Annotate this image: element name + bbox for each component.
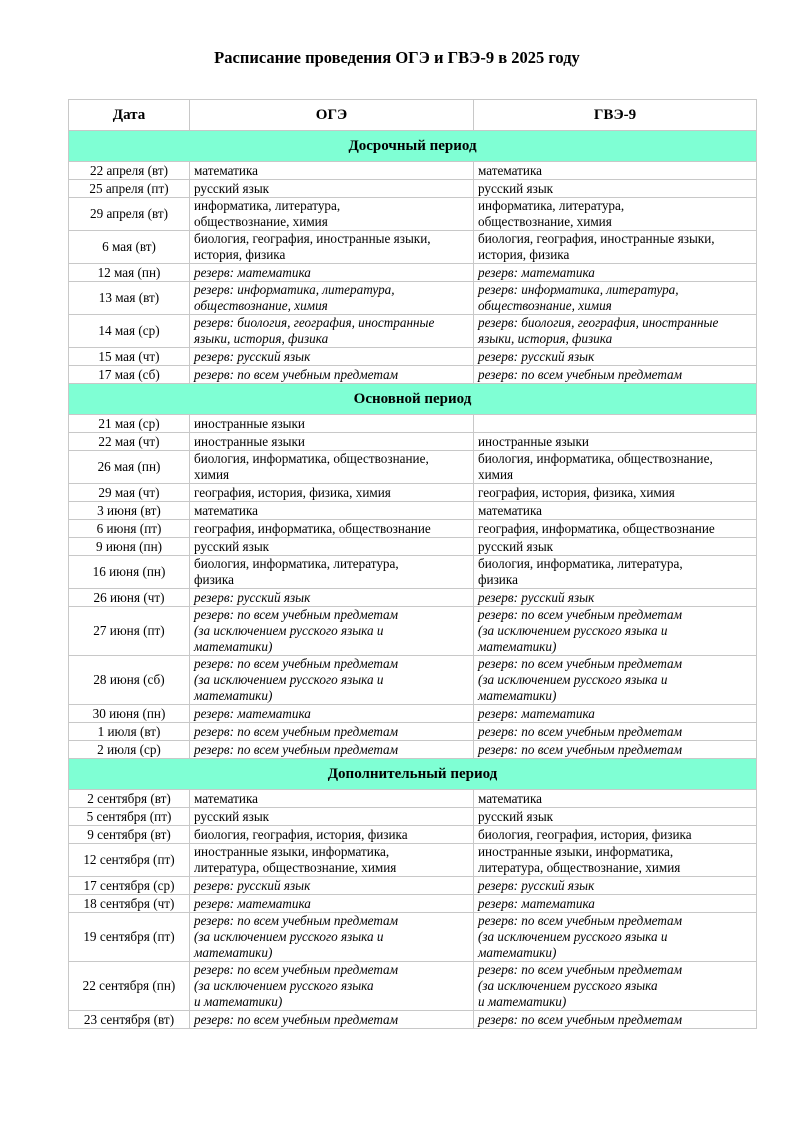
gve-cell: география, история, физика, химия bbox=[474, 484, 757, 502]
oge-cell: резерв: по всем учебным предметам bbox=[190, 1011, 474, 1029]
table-row bbox=[69, 607, 757, 656]
oge-cell: резерв: по всем учебным предметам bbox=[190, 366, 474, 384]
date-cell: 1 июля (вт) bbox=[69, 723, 190, 741]
date-cell: 2 сентября (вт) bbox=[69, 790, 190, 808]
table-row bbox=[69, 348, 757, 366]
oge-cell: резерв: по всем учебным предметам bbox=[190, 741, 474, 759]
gve-cell: резерв: русский язык bbox=[474, 877, 757, 895]
section-header-row bbox=[69, 759, 757, 790]
oge-cell: резерв: математика bbox=[190, 264, 474, 282]
date-cell: 27 июня (пт) bbox=[69, 607, 190, 656]
oge-cell: резерв: математика bbox=[190, 705, 474, 723]
date-cell: 14 мая (ср) bbox=[69, 315, 190, 348]
oge-cell: иностранные языки, информатика, литература, обществознание, химия bbox=[190, 844, 474, 877]
date-cell: 23 сентября (вт) bbox=[69, 1011, 190, 1029]
gve-cell: биология, информатика, литература, физика bbox=[474, 556, 757, 589]
date-cell: 3 июня (вт) bbox=[69, 502, 190, 520]
date-cell: 9 июня (пн) bbox=[69, 538, 190, 556]
table-row bbox=[69, 451, 757, 484]
oge-cell: резерв: математика bbox=[190, 895, 474, 913]
gve-cell: русский язык bbox=[474, 538, 757, 556]
date-cell: 29 апреля (вт) bbox=[69, 198, 190, 231]
table-row bbox=[69, 520, 757, 538]
date-cell: 29 мая (чт) bbox=[69, 484, 190, 502]
oge-cell: математика bbox=[190, 790, 474, 808]
oge-cell: резерв: биология, география, иностранные языки, история, физика bbox=[190, 315, 474, 348]
table-row bbox=[69, 790, 757, 808]
date-cell: 16 июня (пн) bbox=[69, 556, 190, 589]
gve-cell: резерв: по всем учебным предметам bbox=[474, 1011, 757, 1029]
gve-cell: резерв: по всем учебным предметам (за исключением русского языка и математики) bbox=[474, 656, 757, 705]
table-row bbox=[69, 844, 757, 877]
section-header-row bbox=[69, 131, 757, 162]
date-cell: 5 сентября (пт) bbox=[69, 808, 190, 826]
gve-cell: резерв: математика bbox=[474, 895, 757, 913]
gve-cell: резерв: по всем учебным предметам bbox=[474, 741, 757, 759]
gve-cell: русский язык bbox=[474, 808, 757, 826]
date-cell: 21 мая (ср) bbox=[69, 415, 190, 433]
oge-cell: резерв: по всем учебным предметам (за исключением русского языка и математики) bbox=[190, 913, 474, 962]
date-cell: 9 сентября (вт) bbox=[69, 826, 190, 844]
gve-cell: математика bbox=[474, 162, 757, 180]
table-row bbox=[69, 589, 757, 607]
date-cell: 26 мая (пн) bbox=[69, 451, 190, 484]
gve-cell: резерв: по всем учебным предметам (за исключением русского языка и математики) bbox=[474, 913, 757, 962]
schedule-table bbox=[68, 99, 757, 1029]
table-row bbox=[69, 913, 757, 962]
date-cell: 12 сентября (пт) bbox=[69, 844, 190, 877]
date-cell: 2 июля (ср) bbox=[69, 741, 190, 759]
date-cell: 25 апреля (пт) bbox=[69, 180, 190, 198]
gve-cell: резерв: по всем учебным предметам bbox=[474, 366, 757, 384]
table-row bbox=[69, 962, 757, 1011]
table-row bbox=[69, 877, 757, 895]
oge-cell: география, история, физика, химия bbox=[190, 484, 474, 502]
table-row bbox=[69, 162, 757, 180]
oge-cell: биология, информатика, литература, физика bbox=[190, 556, 474, 589]
table-row bbox=[69, 556, 757, 589]
table-row bbox=[69, 741, 757, 759]
oge-cell: русский язык bbox=[190, 808, 474, 826]
section-title: Дополнительный период bbox=[69, 759, 757, 790]
date-cell: 12 мая (пн) bbox=[69, 264, 190, 282]
oge-cell: биология, география, иностранные языки, история, физика bbox=[190, 231, 474, 264]
oge-cell: математика bbox=[190, 502, 474, 520]
oge-cell: иностранные языки bbox=[190, 415, 474, 433]
oge-cell: резерв: русский язык bbox=[190, 348, 474, 366]
oge-cell: математика bbox=[190, 162, 474, 180]
oge-cell: биология, информатика, обществознание, химия bbox=[190, 451, 474, 484]
gve-cell: резерв: русский язык bbox=[474, 348, 757, 366]
table-row bbox=[69, 502, 757, 520]
table-row bbox=[69, 538, 757, 556]
table-row bbox=[69, 198, 757, 231]
oge-cell: резерв: русский язык bbox=[190, 589, 474, 607]
gve-cell: русский язык bbox=[474, 180, 757, 198]
gve-cell: резерв: биология, география, иностранные языки, история, физика bbox=[474, 315, 757, 348]
gve-cell: резерв: по всем учебным предметам bbox=[474, 723, 757, 741]
date-cell: 30 июня (пн) bbox=[69, 705, 190, 723]
oge-cell: резерв: по всем учебным предметам (за исключением русского языка и математики) bbox=[190, 962, 474, 1011]
date-cell: 17 сентября (ср) bbox=[69, 877, 190, 895]
gve-cell: иностранные языки bbox=[474, 433, 757, 451]
gve-cell: резерв: русский язык bbox=[474, 589, 757, 607]
table-row bbox=[69, 282, 757, 315]
gve-cell: информатика, литература, обществознание, химия bbox=[474, 198, 757, 231]
date-cell: 22 мая (чт) bbox=[69, 433, 190, 451]
date-cell: 22 апреля (вт) bbox=[69, 162, 190, 180]
table-row bbox=[69, 808, 757, 826]
oge-cell: резерв: по всем учебным предметам (за исключением русского языка и математики) bbox=[190, 656, 474, 705]
gve-cell: биология, география, история, физика bbox=[474, 826, 757, 844]
table-row bbox=[69, 484, 757, 502]
gve-cell bbox=[474, 415, 757, 433]
oge-cell: иностранные языки bbox=[190, 433, 474, 451]
table-row bbox=[69, 895, 757, 913]
gve-cell: резерв: математика bbox=[474, 264, 757, 282]
oge-cell: резерв: по всем учебным предметам (за исключением русского языка и математики) bbox=[190, 607, 474, 656]
date-cell: 17 мая (сб) bbox=[69, 366, 190, 384]
gve-cell: биология, география, иностранные языки, история, физика bbox=[474, 231, 757, 264]
schedule-body bbox=[69, 131, 757, 1029]
section-title: Основной период bbox=[69, 384, 757, 415]
gve-cell: география, информатика, обществознание bbox=[474, 520, 757, 538]
date-cell: 6 июня (пт) bbox=[69, 520, 190, 538]
oge-cell: русский язык bbox=[190, 538, 474, 556]
oge-cell: резерв: информатика, литература, обществознание, химия bbox=[190, 282, 474, 315]
oge-cell: география, информатика, обществознание bbox=[190, 520, 474, 538]
oge-cell: биология, география, история, физика bbox=[190, 826, 474, 844]
section-title: Досрочный период bbox=[69, 131, 757, 162]
table-row bbox=[69, 366, 757, 384]
header-oge: ОГЭ bbox=[190, 100, 474, 131]
date-cell: 18 сентября (чт) bbox=[69, 895, 190, 913]
gve-cell: резерв: по всем учебным предметам (за исключением русского языка и математики) bbox=[474, 607, 757, 656]
date-cell: 15 мая (чт) bbox=[69, 348, 190, 366]
table-row bbox=[69, 180, 757, 198]
table-row bbox=[69, 723, 757, 741]
oge-cell: резерв: по всем учебным предметам bbox=[190, 723, 474, 741]
gve-cell: математика bbox=[474, 502, 757, 520]
header-gve: ГВЭ-9 bbox=[474, 100, 757, 131]
gve-cell: биология, информатика, обществознание, химия bbox=[474, 451, 757, 484]
date-cell: 28 июня (сб) bbox=[69, 656, 190, 705]
date-cell: 13 мая (вт) bbox=[69, 282, 190, 315]
oge-cell: информатика, литература, обществознание, химия bbox=[190, 198, 474, 231]
header-date: Дата bbox=[69, 100, 190, 131]
table-row bbox=[69, 826, 757, 844]
table-row bbox=[69, 415, 757, 433]
gve-cell: резерв: математика bbox=[474, 705, 757, 723]
date-cell: 6 мая (вт) bbox=[69, 231, 190, 264]
gve-cell: иностранные языки, информатика, литература, обществознание, химия bbox=[474, 844, 757, 877]
oge-cell: русский язык bbox=[190, 180, 474, 198]
table-row bbox=[69, 656, 757, 705]
table-row bbox=[69, 705, 757, 723]
page-title: Расписание проведения ОГЭ и ГВЭ-9 в 2025 году bbox=[214, 48, 580, 67]
table-row bbox=[69, 315, 757, 348]
table-row bbox=[69, 231, 757, 264]
date-cell: 26 июня (чт) bbox=[69, 589, 190, 607]
gve-cell: математика bbox=[474, 790, 757, 808]
gve-cell: резерв: по всем учебным предметам (за исключением русского языка и математики) bbox=[474, 962, 757, 1011]
date-cell: 22 сентября (пн) bbox=[69, 962, 190, 1011]
date-cell: 19 сентября (пт) bbox=[69, 913, 190, 962]
gve-cell: резерв: информатика, литература, обществознание, химия bbox=[474, 282, 757, 315]
table-row bbox=[69, 433, 757, 451]
table-row bbox=[69, 264, 757, 282]
table-header-row bbox=[69, 100, 757, 131]
oge-cell: резерв: русский язык bbox=[190, 877, 474, 895]
section-header-row bbox=[69, 384, 757, 415]
table-row bbox=[69, 1011, 757, 1029]
